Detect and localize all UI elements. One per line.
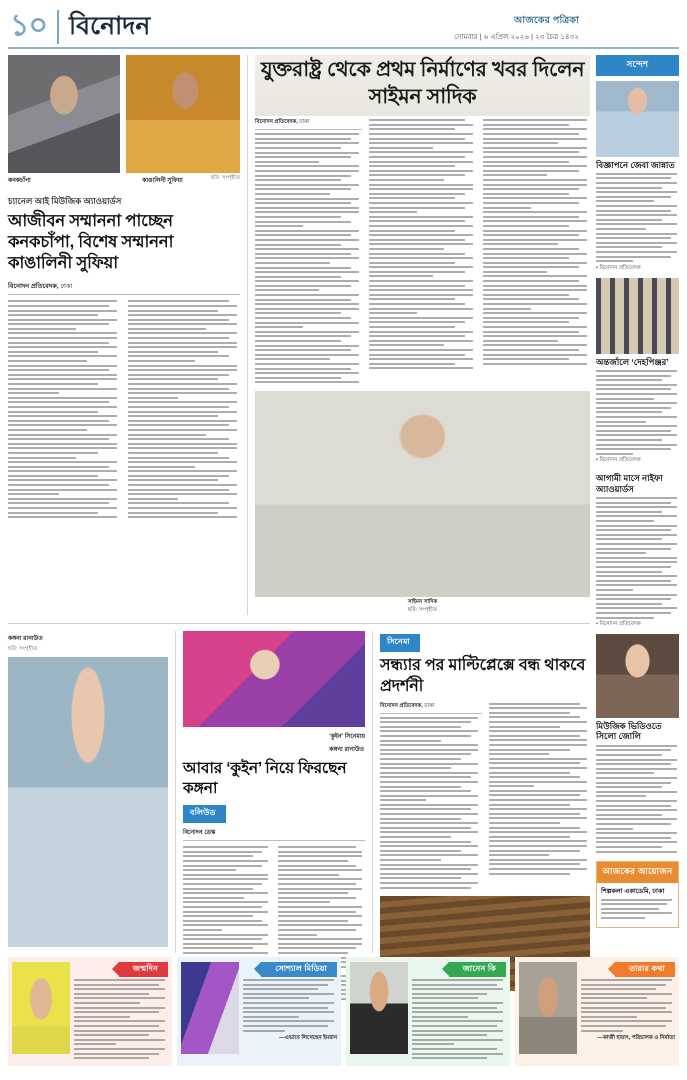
lead-headline-block (255, 55, 590, 116)
byline-reporter: বিনোদন প্রতিবেদক, (255, 119, 298, 126)
sidebar-item-source: • বিনোদন প্রতিবেদক (596, 264, 641, 271)
byline-music-awards (8, 281, 240, 295)
text-column-1 (255, 119, 362, 386)
card-ribbon-label: তারার কথা (615, 962, 675, 977)
text-column (128, 300, 241, 521)
today-program-subtitle: শিল্পকলা একাডেমি, ঢাকা (601, 887, 665, 895)
card-birthday[interactable] (8, 957, 172, 1066)
today-program-text (601, 899, 674, 919)
lower-zone (8, 623, 590, 953)
photo-simon-sadiq (255, 391, 590, 597)
photo-captions (8, 173, 240, 186)
sidebar-item-3[interactable] (596, 634, 679, 855)
card-photo (181, 962, 239, 1054)
headline-kangana: আবার ‘কুইন’ নিয়ে ফিরছেন কঙ্গনা (183, 760, 347, 798)
body-text-cinema (380, 703, 590, 892)
masthead-left (8, 10, 150, 44)
byline-reporter: বিনোদন প্রতিবেদক, (380, 702, 423, 709)
upper-zone (8, 55, 590, 615)
page-number: ১০ (10, 9, 47, 42)
caption-konokchapa: কনকচাঁপা (8, 178, 31, 184)
byline-reporter: বিনোদন প্রতিবেদক, (8, 283, 59, 291)
sidebar-header: সন্দেশ (596, 55, 679, 76)
card-body-text (412, 979, 506, 1059)
headline-cinema: সন্ধ্যার পর মাল্টিপ্লেক্সে বন্ধ থাকবে প্রদর্শনী (380, 657, 586, 695)
tag-bollywood: বলিউড (183, 805, 226, 824)
card-did-you-know[interactable] (346, 957, 510, 1066)
story-music-awards (8, 55, 240, 615)
page-body (8, 55, 679, 950)
sidebar-item-text (596, 497, 679, 618)
byline-kangana: বিনোদন ডেস্ক (183, 827, 365, 841)
body-text-simon-sadiq (255, 119, 590, 386)
kicker-channel-i: চ্যানেল আই মিউজিক অ্যাওয়ার্ডস (8, 196, 122, 206)
caption-kangana: কঙ্গনা রানাউত (8, 636, 43, 642)
today-program-header: আজকের আয়োজন (597, 862, 678, 883)
card-social-media[interactable] (177, 957, 341, 1066)
sidebar-item-1[interactable] (596, 278, 679, 466)
photo-caption-row (255, 599, 590, 615)
headline-simon-sadiq: যুক্তরাষ্ট্র থেকে প্রথম নির্মাণের খবর দিলেন সাইমন সাদিক (260, 58, 585, 108)
sidebar-sondesh (596, 55, 679, 950)
photo-konokchapa (8, 55, 120, 173)
card-body-text (74, 979, 168, 1059)
text-column-1 (380, 703, 482, 892)
sidebar-item-source: • বিনোদন প্রতিবেদক (596, 621, 641, 628)
card-ribbon-label: সোশ্যাল মিডিয়া (261, 962, 337, 977)
card-credit: —কাজী হায়াৎ, পরিচালক ও নির্মাতা (597, 1034, 675, 1041)
sidebar-item-title: বিজ্ঞাপনে জেবা জান্নাত (596, 159, 675, 170)
section-title: বিনোদন (68, 11, 151, 40)
byline-place: ঢাকা (60, 283, 73, 291)
byline-cinema (380, 703, 482, 714)
caption-kangalini: কাঙালিনী সুফিয়া (142, 178, 183, 184)
sidebar-photo (596, 278, 679, 354)
card-body-text (243, 979, 337, 1032)
story-simon-sadiq (247, 55, 590, 615)
story-cinema-multiplex (372, 631, 590, 953)
photo-kangana (8, 657, 168, 947)
caption-queen-1: 'কুইন' সিনেমায় (329, 734, 365, 740)
card-photo (350, 962, 408, 1054)
credit-kangana: ছবি: সংগৃহীত (8, 646, 38, 652)
card-photo (519, 962, 577, 1054)
sidebar-item-title: মিউজিক ভিডিওতে সিলো জোলি (596, 721, 662, 742)
photo-pair (8, 55, 240, 173)
card-ribbon-label: জন্মদিন (119, 962, 168, 977)
kangana-photo-block (8, 631, 168, 953)
masthead (8, 10, 679, 49)
main-content (8, 55, 590, 950)
sidebar-photo (596, 634, 679, 718)
card-credit: —এভাবে লিখেছেন ইমরান (279, 1034, 337, 1041)
byline-simon (255, 119, 362, 130)
text-lines (380, 717, 482, 889)
photo-queen-film (183, 631, 365, 727)
photo-credit: ছবি: সংগৃহীত (210, 175, 240, 181)
sidebar-item-title: অন্তর্জালে ‘দেহপিঞ্জর’ (596, 356, 669, 367)
tag-cinema: সিনেমা (380, 634, 420, 653)
sidebar-photo (596, 81, 679, 157)
text-lines (255, 133, 362, 383)
credit-simon: ছবি: সংগৃহীত (407, 607, 437, 613)
body-text-music-awards (8, 300, 240, 521)
text-column (8, 300, 121, 521)
caption-queen-2: কঙ্গনা রানাউত (329, 747, 364, 753)
headline-music-awards: আজীবন সম্মাননা পাচ্ছেন কনকচাঁপা, বিশেষ সম্মাননা কাঙালিনী সুফিয়া (8, 212, 174, 273)
story-kangana-queen (175, 631, 365, 953)
dateline: সোমবার | ৬ এপ্রিল ২০২৬ | ২৩ চৈত্র ১৪৩২ (454, 34, 579, 41)
sidebar-item-0[interactable] (596, 81, 679, 273)
sidebar-item-title: আগামী মাসে নাইফা অ্যাওয়ার্ডস (596, 473, 663, 494)
caption-simon: সাইমন সাদিক (407, 599, 438, 605)
brand-name: আজকের পত্রিকা (513, 15, 579, 26)
sidebar-item-source: • বিনোদন প্রতিবেদক (596, 457, 641, 464)
sidebar-item-text (596, 745, 679, 853)
sidebar-item-text (596, 173, 679, 262)
masthead-right (454, 14, 679, 44)
masthead-divider (57, 10, 59, 44)
byline-place: ঢাকা (299, 119, 310, 126)
today-program-box (596, 861, 679, 927)
card-star-quote[interactable] (515, 957, 679, 1066)
card-body-text (581, 979, 675, 1032)
sidebar-item-2[interactable] (596, 470, 679, 629)
card-ribbon-label: জানেন কি (449, 962, 506, 977)
text-column-3 (483, 119, 590, 386)
text-column-2 (369, 119, 476, 386)
byline-place: ঢাকা (424, 702, 435, 709)
text-column-2 (489, 703, 591, 892)
photo-kangalini-sufiya (126, 55, 240, 173)
card-photo (12, 962, 70, 1054)
sidebar-item-text (596, 370, 679, 455)
today-program-body (597, 883, 678, 927)
